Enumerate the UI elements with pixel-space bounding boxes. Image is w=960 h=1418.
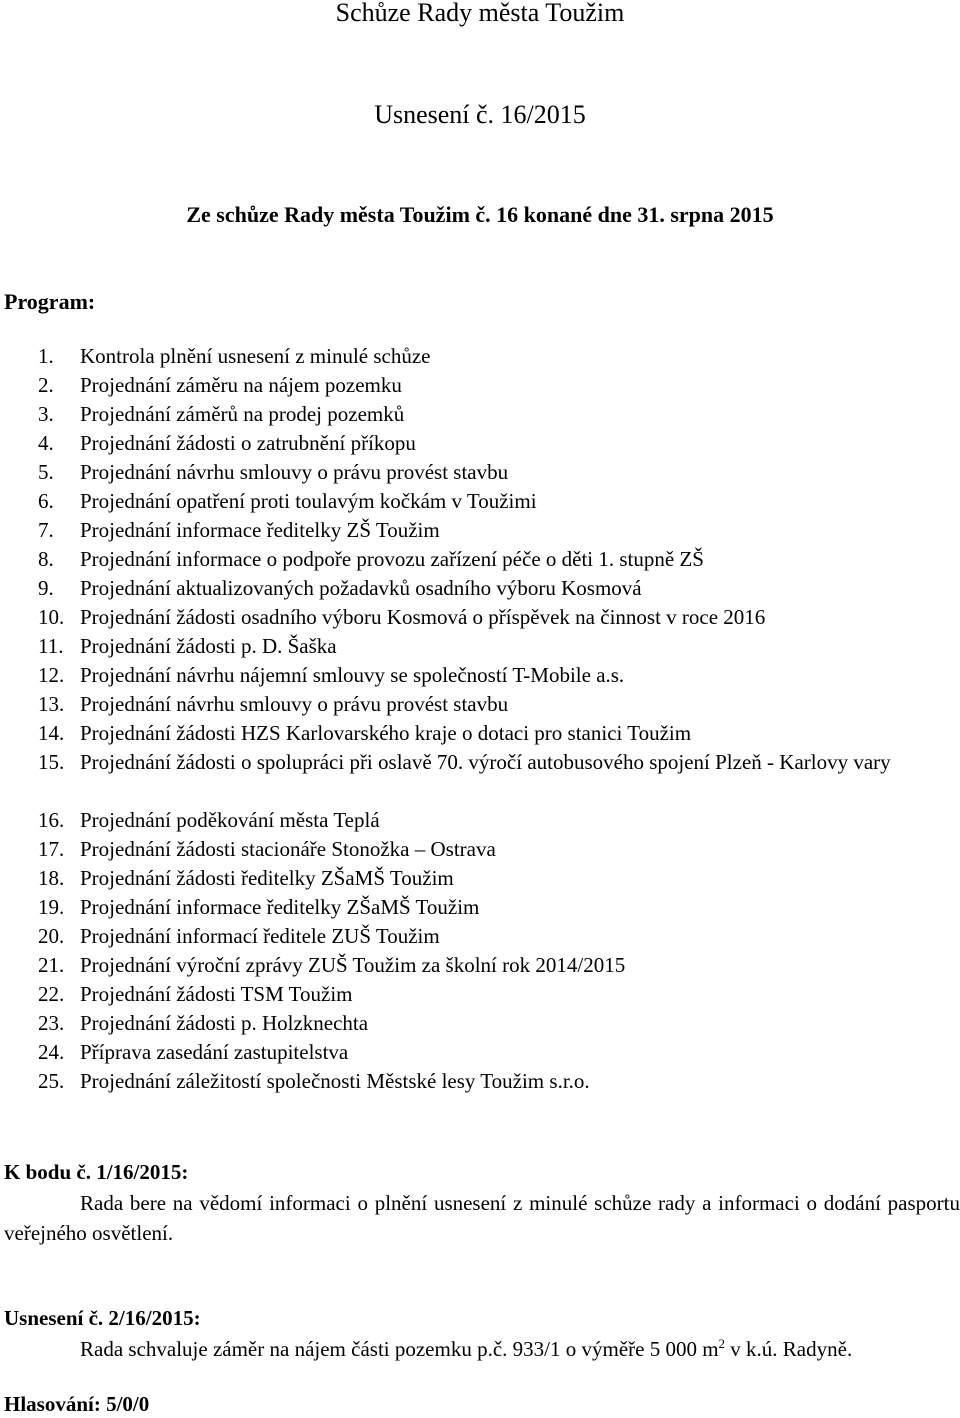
program-item-text: Projednání záležitostí společnosti Městské lesy Toužim s.r.o. bbox=[80, 1069, 590, 1093]
program-item-text: Projednání výroční zprávy ZUŠ Toužim za školní rok 2014/2015 bbox=[80, 953, 626, 977]
program-item-text: Projednání žádosti osadního výboru Kosmová o příspěvek na činnost v roce 2016 bbox=[80, 605, 766, 629]
program-item bbox=[38, 487, 960, 516]
program-item-number: 21. bbox=[38, 953, 65, 977]
program-item-number: 15. bbox=[38, 750, 65, 774]
resolution-number: Usnesení č. 16/2015 bbox=[374, 100, 586, 129]
program-item-number: 3. bbox=[38, 402, 54, 426]
program-item bbox=[38, 371, 960, 400]
program-item-text: Projednání návrhu nájemní smlouvy se společností T-Mobile a.s. bbox=[80, 663, 625, 687]
program-item bbox=[38, 1038, 960, 1067]
program-item-text: Projednání žádosti p. D. Šaška bbox=[80, 634, 337, 658]
meeting-heading: Ze schůze Rady města Toužim č. 16 konané dne 31. srpna 2015 bbox=[186, 202, 774, 227]
program-item-text: Projednání záměrů na prodej pozemků bbox=[80, 402, 405, 426]
program-item bbox=[38, 690, 960, 719]
program-item-number: 18. bbox=[38, 866, 65, 890]
program-item-text: Projednání žádosti TSM Toužim bbox=[80, 982, 353, 1006]
program-item-number: 2. bbox=[38, 373, 54, 397]
program-item-number: 6. bbox=[38, 489, 54, 513]
program-item-number: 8. bbox=[38, 547, 54, 571]
program-item-text: Kontrola plnění usnesení z minulé schůze bbox=[80, 344, 431, 368]
program-item-text: Projednání opatření proti toulavým kočkám v Toužimi bbox=[80, 489, 537, 513]
resolution2-text-before: Rada schvaluje záměr na nájem části pozemku p.č. 933/1 o výměře 5 000 m bbox=[80, 1337, 719, 1361]
program-item-text: Projednání informace o podpoře provozu zařízení péče o děti 1. stupně ZŠ bbox=[80, 547, 704, 571]
resolution2-label: Usnesení č. 2/16/2015: bbox=[4, 1306, 201, 1330]
program-item-number: 25. bbox=[38, 1069, 65, 1093]
program-item-number: 10. bbox=[38, 605, 65, 629]
program-item-text: Projednání žádosti stacionáře Stonožka – Ostrava bbox=[80, 837, 496, 861]
program-item-number: 1. bbox=[38, 344, 54, 368]
program-item bbox=[38, 458, 960, 487]
program-item-number: 14. bbox=[38, 721, 65, 745]
program-item-number: 12. bbox=[38, 663, 65, 687]
program-item bbox=[38, 835, 960, 864]
program-item-text: Projednání návrhu smlouvy o právu provést stavbu bbox=[80, 460, 509, 484]
program-item bbox=[38, 806, 960, 835]
program-item bbox=[38, 922, 960, 951]
program-list bbox=[38, 342, 960, 1096]
program-item bbox=[38, 429, 960, 458]
program-item bbox=[38, 864, 960, 893]
program-item-text: Projednání poděkování města Teplá bbox=[80, 808, 380, 832]
program-item bbox=[38, 661, 960, 690]
program-item bbox=[38, 748, 960, 806]
resolution2-superscript: 2 bbox=[718, 1336, 726, 1351]
program-item-text: Projednání žádosti o spolupráci při oslavě 70. výročí autobusového spojení Plzeň - Karlovy vary bbox=[80, 750, 891, 774]
program-item-number: 13. bbox=[38, 692, 65, 716]
program-item-number: 24. bbox=[38, 1040, 65, 1064]
point1-label: K bodu č. 1/16/2015: bbox=[4, 1160, 189, 1184]
program-item-number: 16. bbox=[38, 808, 65, 832]
program-item bbox=[38, 980, 960, 1009]
program-item-text: Projednání žádosti p. Holzknechta bbox=[80, 1011, 369, 1035]
program-item-text: Projednání záměru na nájem pozemku bbox=[80, 373, 402, 397]
program-item-text: Projednání žádosti o zatrubnění příkopu bbox=[80, 431, 416, 455]
resolution2-text-after: v k.ú. Radyně. bbox=[725, 1337, 853, 1361]
page-title: Schůze Rady města Toužim bbox=[335, 0, 625, 27]
program-item bbox=[38, 516, 960, 545]
resolution2-text bbox=[4, 1334, 960, 1364]
program-item bbox=[38, 893, 960, 922]
program-item-text: Projednání informace ředitelky ZŠaMŠ Toužim bbox=[80, 895, 480, 919]
program-item-text: Projednání informací ředitele ZUŠ Toužim bbox=[80, 924, 440, 948]
program-item bbox=[38, 400, 960, 429]
program-item bbox=[38, 719, 960, 748]
program-item-number: 5. bbox=[38, 460, 54, 484]
program-item-number: 23. bbox=[38, 1011, 65, 1035]
program-item-number: 4. bbox=[38, 431, 54, 455]
resolution2-vote: Hlasování: 5/0/0 bbox=[4, 1392, 150, 1416]
program-item bbox=[38, 1067, 960, 1096]
program-item-text: Příprava zasedání zastupitelstva bbox=[80, 1040, 349, 1064]
program-item bbox=[38, 1009, 960, 1038]
program-item-text: Projednání informace ředitelky ZŠ Toužim bbox=[80, 518, 440, 542]
program-label: Program: bbox=[4, 289, 96, 314]
program-item-text: Projednání žádosti ředitelky ZŠaMŠ Toužim bbox=[80, 866, 454, 890]
program-item-number: 19. bbox=[38, 895, 65, 919]
point1-text: Rada bere na vědomí informaci o plnění usnesení z minulé schůze rady a informaci o dodání pasportu veřejného osvětlení. bbox=[4, 1191, 960, 1245]
program-item-text: Projednání žádosti HZS Karlovarského kraje o dotaci pro stanici Toužim bbox=[80, 721, 692, 745]
program-item bbox=[38, 342, 960, 371]
program-item-number: 22. bbox=[38, 982, 65, 1006]
program-item bbox=[38, 951, 960, 980]
program-item bbox=[38, 603, 960, 632]
program-item-text: Projednání aktualizovaných požadavků osadního výboru Kosmová bbox=[80, 576, 642, 600]
program-item-number: 7. bbox=[38, 518, 54, 542]
program-item bbox=[38, 574, 960, 603]
program-item-number: 11. bbox=[38, 634, 64, 658]
program-item-text: Projednání návrhu smlouvy o právu provést stavbu bbox=[80, 692, 509, 716]
program-item bbox=[38, 545, 960, 574]
program-item-number: 20. bbox=[38, 924, 65, 948]
program-item-number: 9. bbox=[38, 576, 54, 600]
program-item bbox=[38, 632, 960, 661]
program-item-number: 17. bbox=[38, 837, 65, 861]
